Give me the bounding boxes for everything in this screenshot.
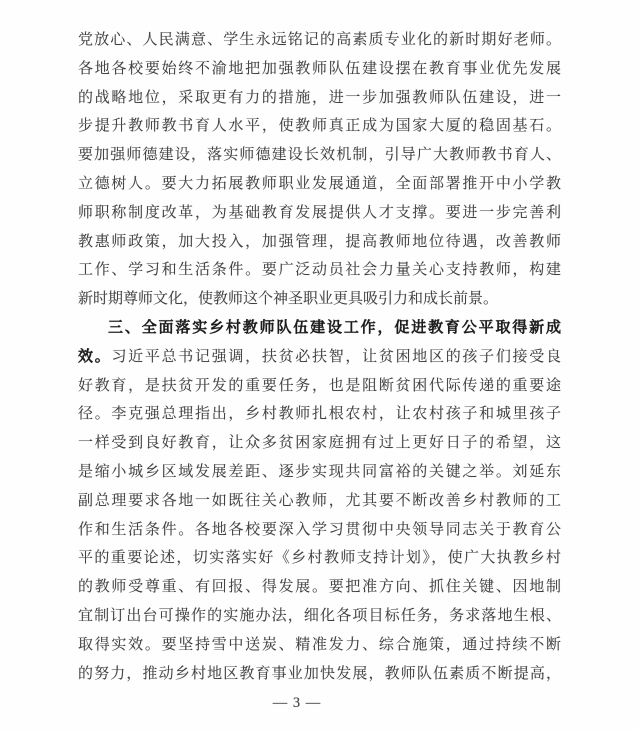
text-line: 的努力，推动乡村地区教育事业加快发展，教师队伍素质不断提高， bbox=[78, 665, 561, 682]
text-line: 是缩小城乡区域发展差距、逐步实现共同富裕的关键之举。刘延东 bbox=[78, 463, 561, 480]
text-line: 一样受到良好教育，让众多贫困家庭拥有过上更好日子的希望，这 bbox=[78, 435, 561, 452]
section-heading-tail: 效。 bbox=[78, 347, 112, 365]
section-heading: 三、全面落实乡村教师队伍建设工作，促进教育公平取得新成 bbox=[108, 318, 561, 336]
text-line: 各地各校要始终不渝地把加强教师队伍建设摆在教育事业优先发展 bbox=[78, 60, 561, 77]
text-line: 步提升教师教书育人水平，使教师真正成为国家大厦的稳固基石。 bbox=[78, 118, 561, 135]
text-line: 教惠师政策，加大投入，加强管理，提高教师地位待遇，改善教师 bbox=[78, 233, 561, 250]
text-line: 的战略地位，采取更有力的措施，进一步加强教师队伍建设，进一 bbox=[78, 89, 561, 106]
text-line: 的教师受尊重、有回报、得发展。要把准方向、抓住关键、因地制 bbox=[78, 579, 561, 596]
text-line: 党放心、人民满意、学生永远铭记的高素质专业化的新时期好老师。 bbox=[78, 32, 561, 48]
text-line: 立德树人。要大力拓展教师职业发展通道，全面部署推开中小学教 bbox=[78, 175, 561, 192]
text-line: 副总理要求各地一如既往关心教师，尤其要不断改善乡村教师的工 bbox=[78, 492, 561, 509]
text-line: 师职称制度改革，为基础教育发展提供人才支撑。要进一步完善利 bbox=[78, 204, 561, 221]
text-line: 宜制订出台可操作的实施办法，细化各项目标任务，务求落地生根、 bbox=[78, 607, 561, 624]
text-line: 新时期尊师文化，使教师这个神圣职业更具吸引力和成长前景。 bbox=[78, 291, 499, 308]
text-line: 平的重要论述，切实落实好《乡村教师支持计划》，使广大执教乡村 bbox=[78, 550, 561, 567]
text-line: 径。李克强总理指出，乡村教师扎根农村，让农村孩子和城里孩子 bbox=[78, 406, 561, 423]
line-text: 习近平总书记强调，扶贫必扶智，让贫困地区的孩子们接受良 bbox=[111, 348, 561, 365]
text-line: 作和生活条件。各地各校要深入学习贯彻中央领导同志关于教育公 bbox=[78, 521, 561, 538]
text-line: 好教育，是扶贫开发的重要任务，也是阻断贫困代际传递的重要途 bbox=[78, 377, 561, 394]
text-line: 取得实效。要坚持雪中送炭、精准发力、综合施策，通过持续不断 bbox=[78, 636, 561, 653]
document-body bbox=[78, 26, 561, 688]
text-line: 要加强师德建设，落实师德建设长效机制，引导广大教师教书育人、 bbox=[78, 147, 561, 164]
text-line bbox=[78, 343, 561, 372]
text-line: 工作、学习和生活条件。要广泛动员社会力量关心支持教师，构建 bbox=[78, 262, 561, 279]
page-number: — 3 — bbox=[272, 695, 322, 711]
